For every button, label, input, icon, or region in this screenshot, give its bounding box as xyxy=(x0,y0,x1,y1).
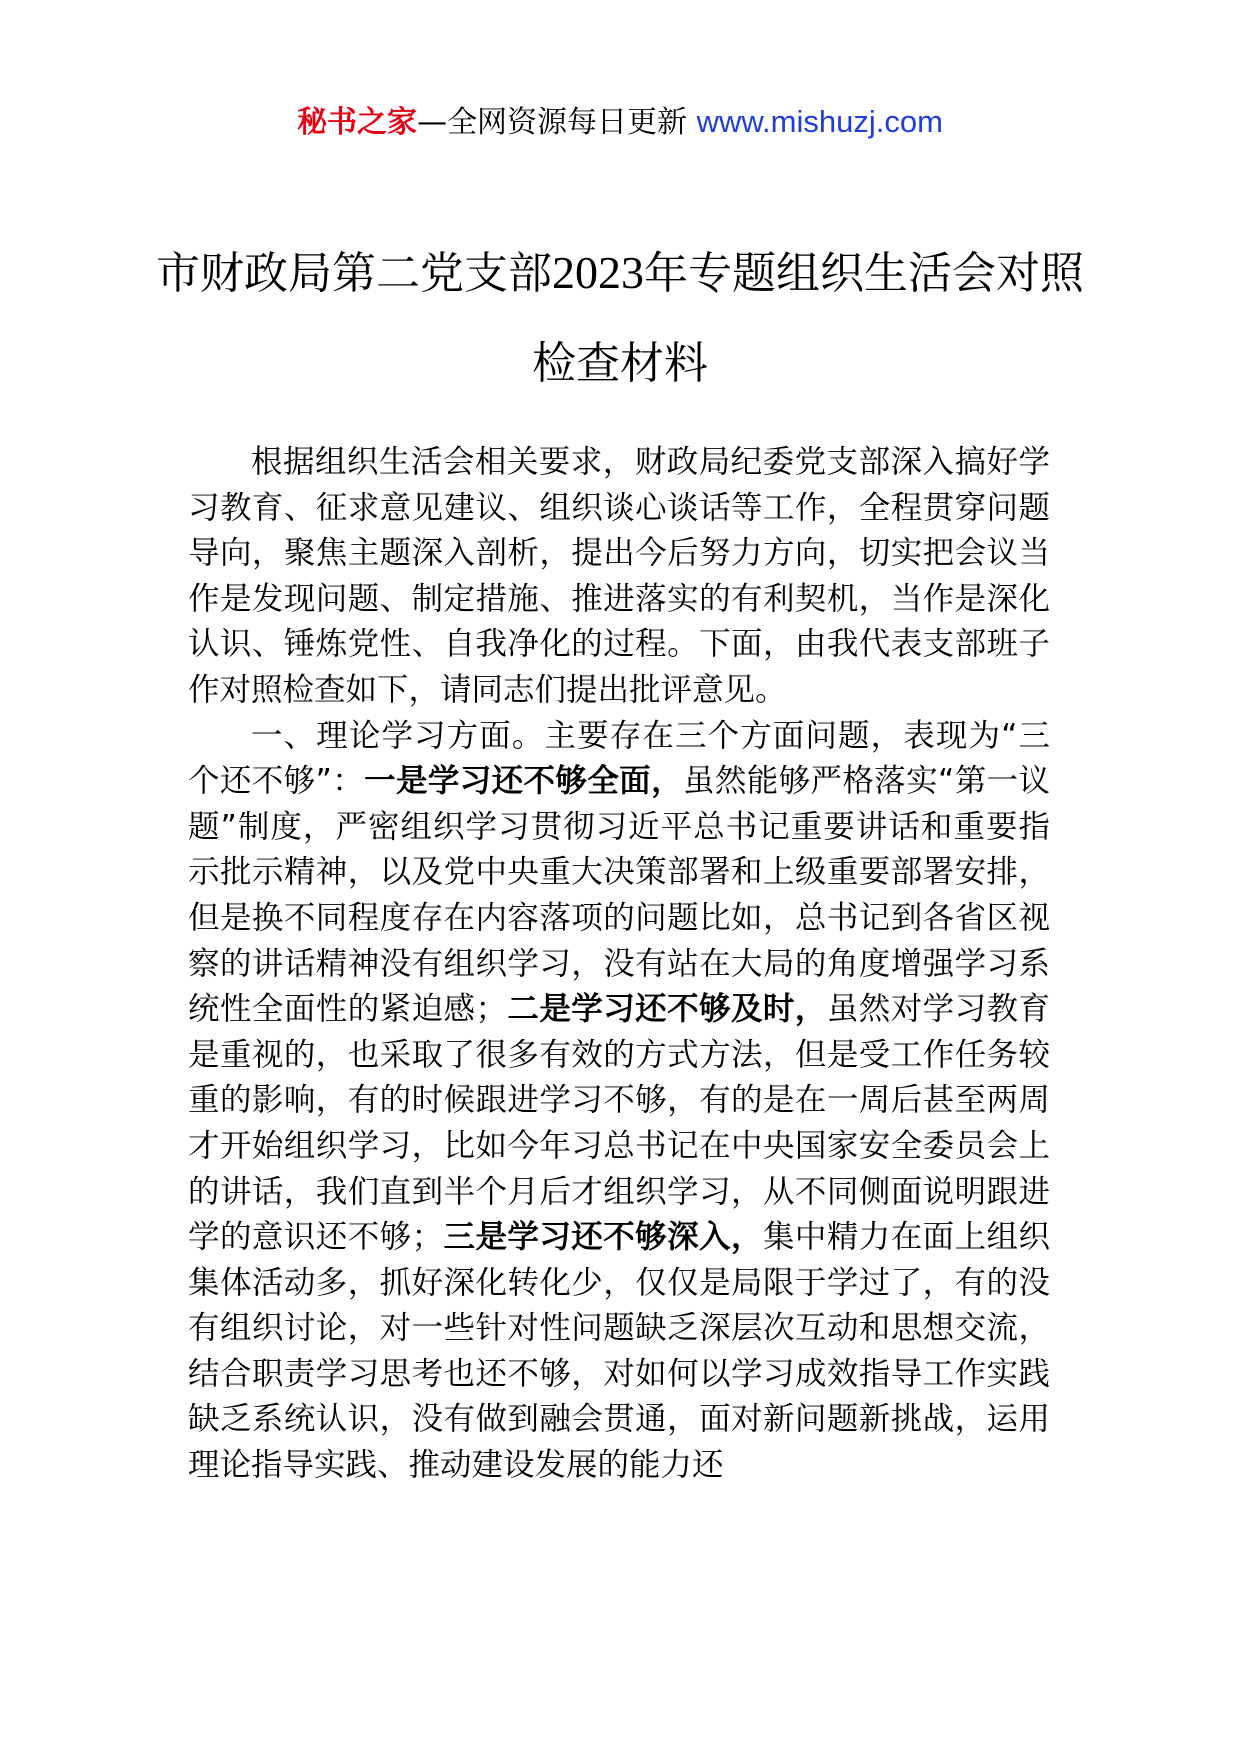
title-part-2: 年专题组织生活会对照检查材料 xyxy=(532,248,1084,389)
point-3-text: 集中精力在面上组织集体活动多，抓好深化转化少，仅仅是局限于学过了，有的没有组织讨论，对一些针对性问题缺乏深层次互动和思想交流，结合职责学习思考也还不够，对如何以学习成效指导工作实践缺乏系统认识，没有做到融会贯通，面对新问题新挑战，运用理论指导实践、推动建设发展的能力还 xyxy=(188,1219,1050,1484)
point-1-heading: 一是学习还不够全面， xyxy=(364,763,683,800)
header-tagline: —全网资源每日更新 xyxy=(417,105,688,140)
document-title xyxy=(150,228,1090,409)
intro-paragraph: 根据组织生活会相关要求，财政局纪委党支部深入搞好学习教育、征求意见建议、组织谈心谈话等工作，全程贯穿问题导向，聚焦主题深入剖析，提出今后努力方向，切实把会议当作是发现问题、制定措施、推进落实的有利契机，当作是深化认识、锤炼党性、自我净化的过程。下面，由我代表支部班子作对照检查如下，请同志们提出批评意见。 xyxy=(188,444,1050,708)
brand-name: 秘书之家 xyxy=(297,105,418,140)
title-part-1: 市财政局第二党支部 xyxy=(156,248,552,299)
section-intro: 一、理论学习方面。主要存在三个方面问题，表现为“三个还不够”： xyxy=(188,717,1050,800)
website-link[interactable]: www.mishuzj.com xyxy=(696,104,943,139)
point-2-heading: 二是学习还不够及时， xyxy=(506,991,827,1028)
theory-study-paragraph xyxy=(188,714,1050,1489)
point-2-text: 虽然对学习教育是重视的，也采取了很多有效的方式方法，但是受工作任务较重的影响，有的时候跟进学习不够，有的是在一周后甚至两周才开始组织学习，比如今年习总书记在中央国家安全委员会上的讲话，我们直到半个月后才组织学习，从不同侧面说明跟进学的意识还不够； xyxy=(188,991,1050,1256)
site-header xyxy=(0,100,1240,145)
title-year: 2023 xyxy=(552,247,644,298)
document-body xyxy=(188,440,1050,1489)
point-3-heading: 三是学习还不够深入， xyxy=(443,1219,763,1256)
point-1-text: 虽然能够严格落实“第一议题”制度，严密组织学习贯彻习近平总书记重要讲话和重要指示批示精神，以及党中央重大决策部署和上级重要部署安排，但是换不同程度存在内容落项的问题比如，总书记到各省区视察的讲话精神没有组织学习，没有站在大局的角度增强学习系统性全面性的紧迫感； xyxy=(188,763,1050,1028)
